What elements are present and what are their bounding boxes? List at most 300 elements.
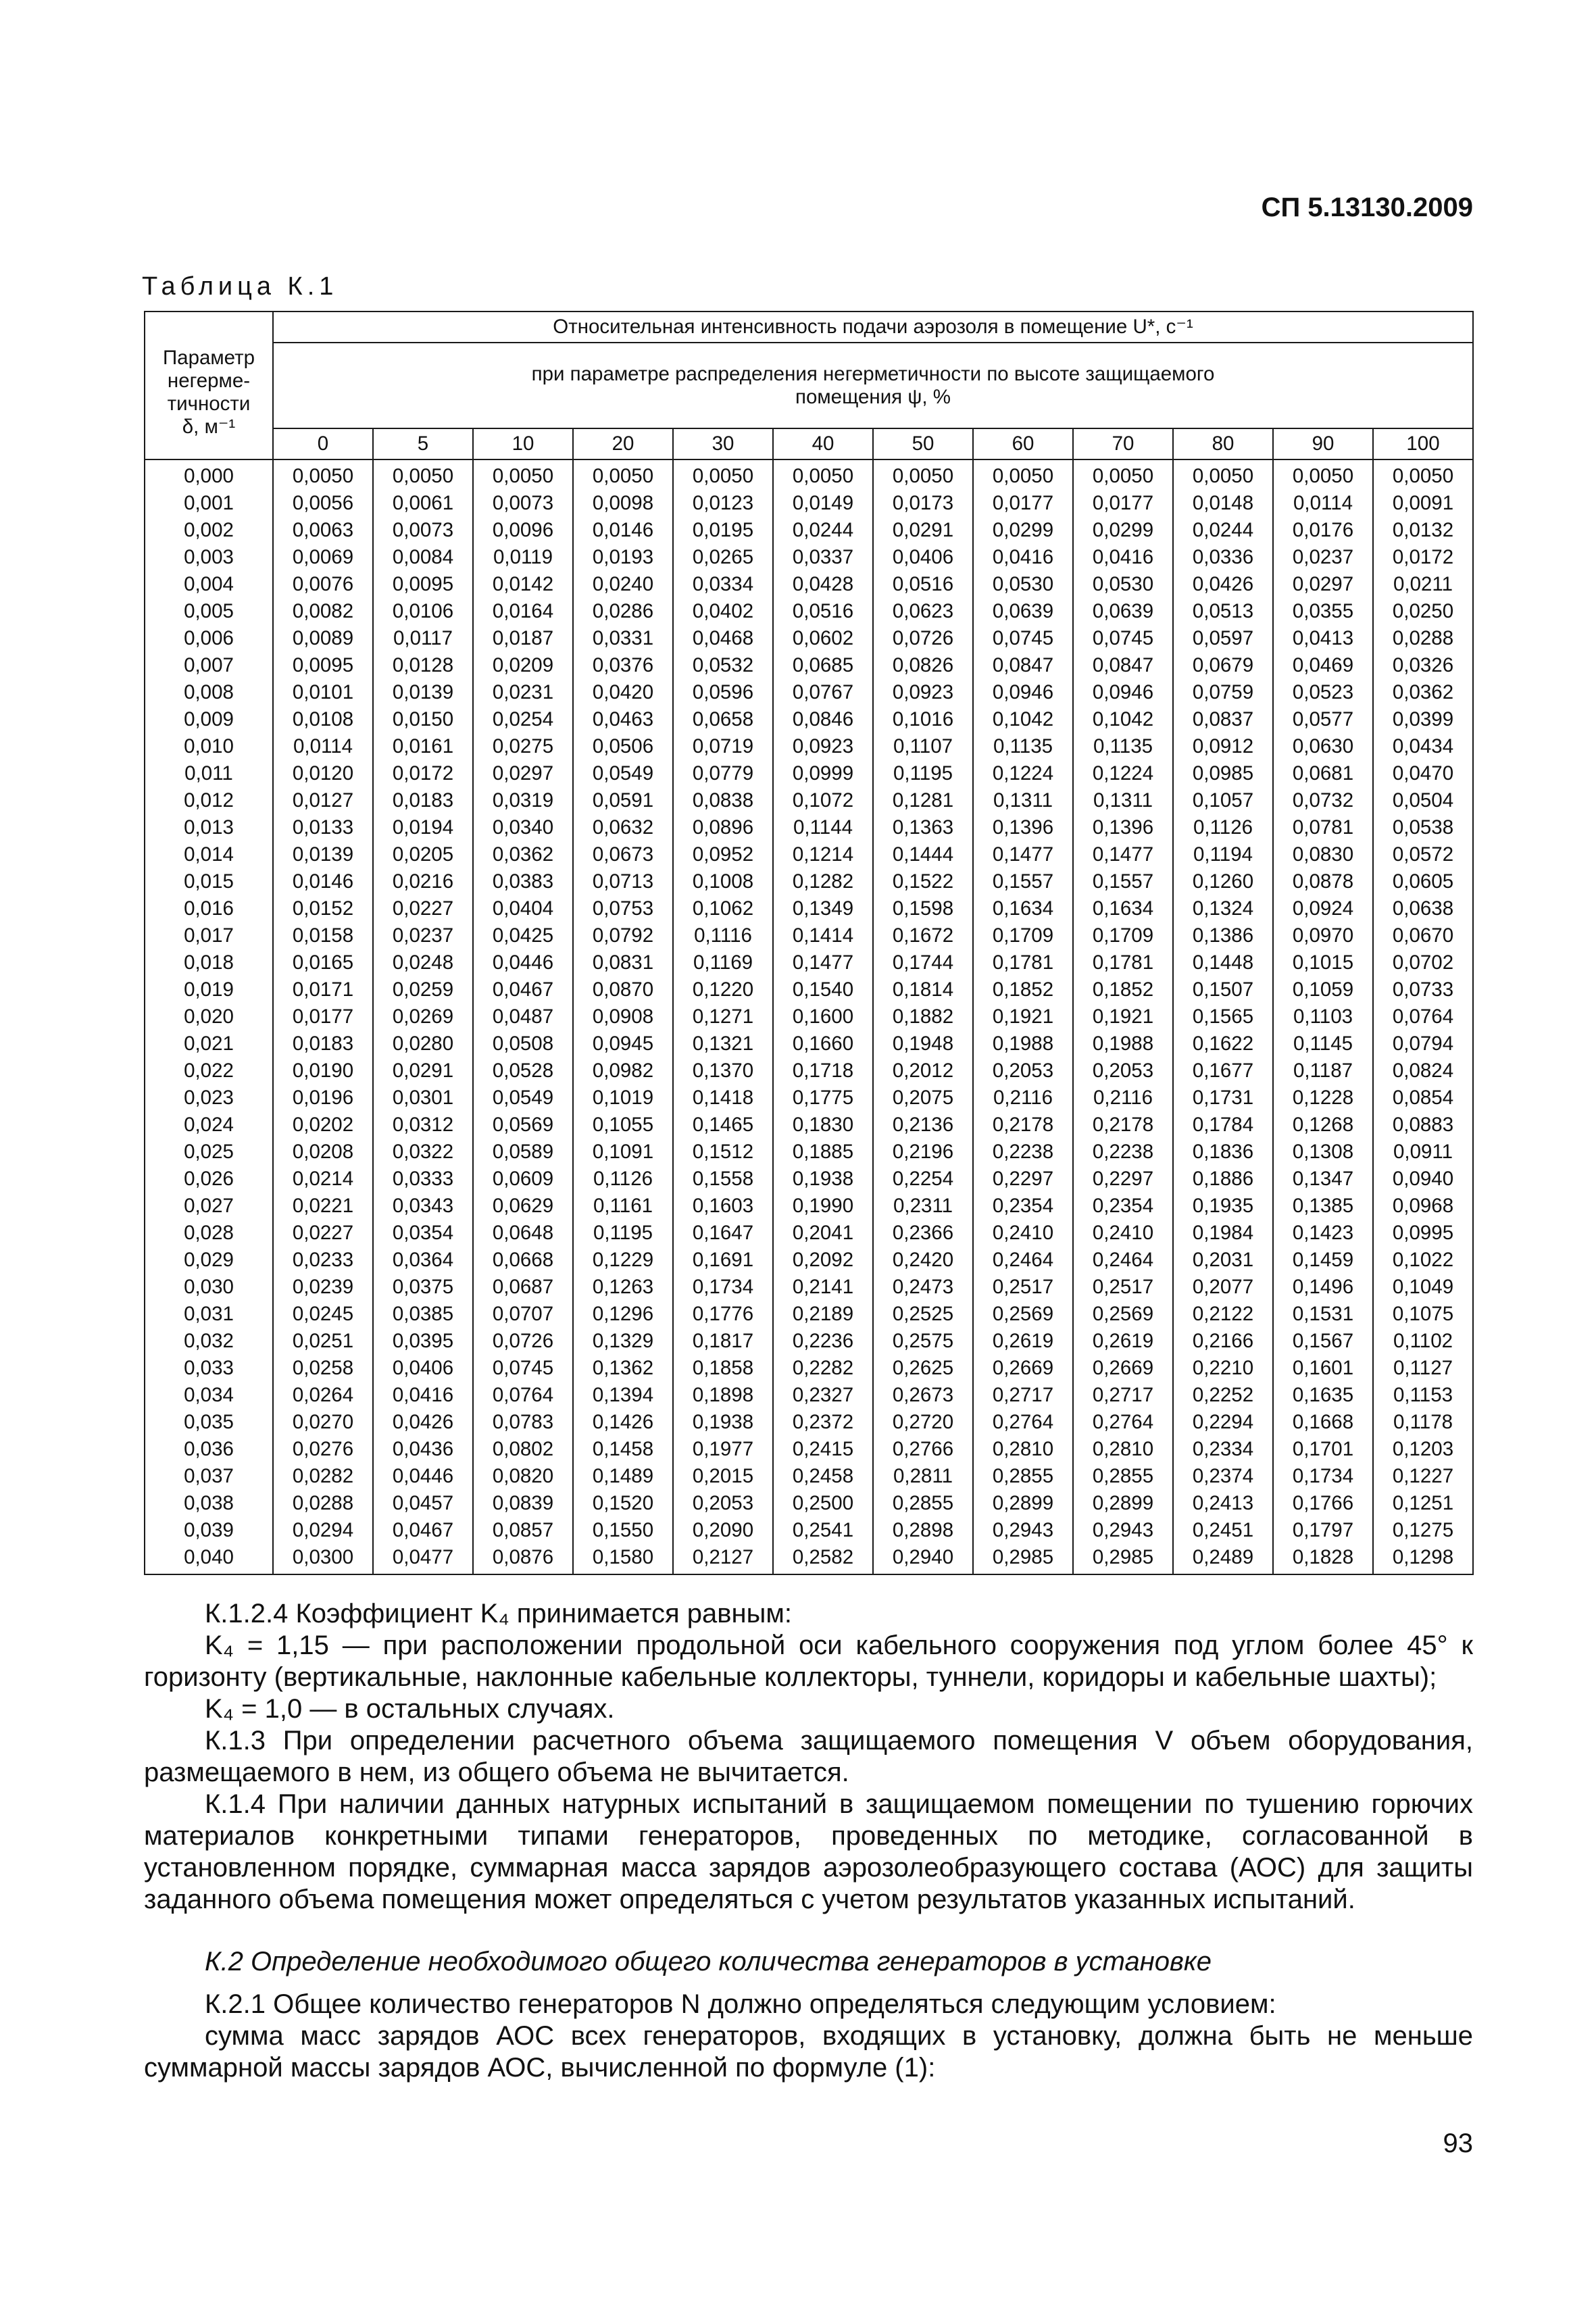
value-cell: 0,1984 <box>1173 1220 1273 1247</box>
value-cell: 0,0146 <box>573 517 673 544</box>
value-cell: 0,2410 <box>973 1220 1073 1247</box>
column-header: 10 <box>473 428 573 459</box>
value-cell: 0,1701 <box>1273 1436 1373 1463</box>
value-cell: 0,1885 <box>773 1139 873 1166</box>
value-cell: 0,2372 <box>773 1409 873 1436</box>
value-cell: 0,0436 <box>373 1436 473 1463</box>
value-cell: 0,1298 <box>1373 1544 1473 1574</box>
param-cell: 0,010 <box>145 733 273 760</box>
value-cell: 0,2717 <box>973 1382 1073 1409</box>
value-cell: 0,2899 <box>973 1490 1073 1517</box>
value-cell: 0,2136 <box>873 1112 973 1139</box>
value-cell: 0,2166 <box>1173 1328 1273 1355</box>
value-cell: 0,1781 <box>973 949 1073 976</box>
value-cell: 0,0114 <box>273 733 373 760</box>
value-cell: 0,0632 <box>573 814 673 841</box>
value-cell: 0,0187 <box>473 625 573 652</box>
value-cell: 0,0416 <box>373 1382 473 1409</box>
value-cell: 0,0681 <box>1273 760 1373 787</box>
value-cell: 0,0870 <box>573 976 673 1003</box>
value-cell: 0,1465 <box>673 1112 773 1139</box>
value-cell: 0,0248 <box>373 949 473 976</box>
value-cell: 0,0707 <box>473 1301 573 1328</box>
value-cell: 0,2254 <box>873 1166 973 1193</box>
value-cell: 0,1598 <box>873 895 973 922</box>
value-cell: 0,0530 <box>973 571 1073 598</box>
value-cell: 0,0334 <box>673 571 773 598</box>
value-cell: 0,0794 <box>1373 1030 1473 1057</box>
table-row <box>145 895 1473 922</box>
value-cell: 0,1224 <box>973 760 1073 787</box>
value-cell: 0,0428 <box>773 571 873 598</box>
value-cell: 0,0276 <box>273 1436 373 1463</box>
value-cell: 0,2810 <box>1073 1436 1173 1463</box>
value-cell: 0,1126 <box>1173 814 1273 841</box>
value-cell: 0,0172 <box>373 760 473 787</box>
value-cell: 0,0089 <box>273 625 373 652</box>
value-cell: 0,1830 <box>773 1112 873 1139</box>
value-cell: 0,1558 <box>673 1166 773 1193</box>
value-cell: 0,0854 <box>1373 1085 1473 1112</box>
value-cell: 0,1766 <box>1273 1490 1373 1517</box>
value-cell: 0,2451 <box>1173 1517 1273 1544</box>
table-row <box>145 459 1473 490</box>
value-cell: 0,0061 <box>373 490 473 517</box>
value-cell: 0,0165 <box>273 949 373 976</box>
value-cell: 0,1126 <box>573 1166 673 1193</box>
value-cell: 0,0050 <box>273 459 373 490</box>
table-caption: Таблица К.1 <box>142 272 339 301</box>
value-cell: 0,1049 <box>1373 1274 1473 1301</box>
param-cell: 0,034 <box>145 1382 273 1409</box>
value-cell: 0,0767 <box>773 679 873 706</box>
value-cell: 0,0275 <box>473 733 573 760</box>
table-row <box>145 1003 1473 1030</box>
value-cell: 0,1214 <box>773 841 873 868</box>
value-cell: 0,2717 <box>1073 1382 1173 1409</box>
value-cell: 0,0073 <box>473 490 573 517</box>
value-cell: 0,1414 <box>773 922 873 949</box>
table-row <box>145 625 1473 652</box>
value-cell: 0,1938 <box>773 1166 873 1193</box>
param-cell: 0,007 <box>145 652 273 679</box>
value-cell: 0,2092 <box>773 1247 873 1274</box>
value-cell: 0,0629 <box>473 1193 573 1220</box>
value-cell: 0,2415 <box>773 1436 873 1463</box>
value-cell: 0,1647 <box>673 1220 773 1247</box>
value-cell: 0,0940 <box>1373 1166 1473 1193</box>
value-cell: 0,0824 <box>1373 1057 1473 1085</box>
value-cell: 0,0589 <box>473 1139 573 1166</box>
value-cell: 0,0995 <box>1373 1220 1473 1247</box>
paragraph-condition: сумма масс зарядов АОС всех генераторов, входящих в установку, должна быть не меньше суммарной массы зарядов АОС, вычисленной по формуле (1): <box>144 2021 1473 2083</box>
value-cell: 0,0406 <box>873 544 973 571</box>
param-cell: 0,025 <box>145 1139 273 1166</box>
value-cell: 0,1797 <box>1273 1517 1373 1544</box>
table-row <box>145 679 1473 706</box>
value-cell: 0,0946 <box>973 679 1073 706</box>
value-cell: 0,0205 <box>373 841 473 868</box>
value-cell: 0,1448 <box>1173 949 1273 976</box>
value-cell: 0,0331 <box>573 625 673 652</box>
value-cell: 0,1668 <box>1273 1409 1373 1436</box>
value-cell: 0,1459 <box>1273 1247 1373 1274</box>
value-cell: 0,0183 <box>373 787 473 814</box>
value-cell: 0,1886 <box>1173 1166 1273 1193</box>
value-cell: 0,0056 <box>273 490 373 517</box>
table-row <box>145 1544 1473 1574</box>
value-cell: 0,0294 <box>273 1517 373 1544</box>
table-row <box>145 760 1473 787</box>
value-cell: 0,2940 <box>873 1544 973 1574</box>
intensity-table <box>144 311 1474 1575</box>
value-cell: 0,0425 <box>473 922 573 949</box>
value-cell: 0,2238 <box>973 1139 1073 1166</box>
value-cell: 0,0282 <box>273 1463 373 1490</box>
value-cell: 0,0946 <box>1073 679 1173 706</box>
column-header: 20 <box>573 428 673 459</box>
param-cell: 0,018 <box>145 949 273 976</box>
table-body <box>145 459 1473 1574</box>
value-cell: 0,2297 <box>973 1166 1073 1193</box>
value-cell: 0,0719 <box>673 733 773 760</box>
value-cell: 0,1567 <box>1273 1328 1373 1355</box>
value-cell: 0,2899 <box>1073 1490 1173 1517</box>
value-cell: 0,1882 <box>873 1003 973 1030</box>
value-cell: 0,1634 <box>973 895 1073 922</box>
column-header-row <box>145 428 1473 459</box>
value-cell: 0,1709 <box>1073 922 1173 949</box>
value-cell: 0,1145 <box>1273 1030 1373 1057</box>
value-cell: 0,1988 <box>973 1030 1073 1057</box>
value-cell: 0,0073 <box>373 517 473 544</box>
value-cell: 0,1116 <box>673 922 773 949</box>
value-cell: 0,2898 <box>873 1517 973 1544</box>
value-cell: 0,2031 <box>1173 1247 1273 1274</box>
value-cell: 0,0240 <box>573 571 673 598</box>
table-row <box>145 733 1473 760</box>
param-cell: 0,001 <box>145 490 273 517</box>
value-cell: 0,1275 <box>1373 1517 1473 1544</box>
value-cell: 0,0231 <box>473 679 573 706</box>
value-cell: 0,1203 <box>1373 1436 1473 1463</box>
value-cell: 0,1178 <box>1373 1409 1473 1436</box>
value-cell: 0,0245 <box>273 1301 373 1328</box>
value-cell: 0,1458 <box>573 1436 673 1463</box>
param-cell: 0,000 <box>145 459 273 490</box>
value-cell: 0,2053 <box>973 1057 1073 1085</box>
value-cell: 0,0286 <box>573 598 673 625</box>
value-cell: 0,1227 <box>1373 1463 1473 1490</box>
value-cell: 0,1731 <box>1173 1085 1273 1112</box>
value-cell: 0,1161 <box>573 1193 673 1220</box>
value-cell: 0,0343 <box>373 1193 473 1220</box>
value-cell: 0,0779 <box>673 760 773 787</box>
value-cell: 0,1062 <box>673 895 773 922</box>
table-row <box>145 1057 1473 1085</box>
value-cell: 0,1075 <box>1373 1301 1473 1328</box>
value-cell: 0,0211 <box>1373 571 1473 598</box>
value-cell: 0,0395 <box>373 1328 473 1355</box>
param-cell: 0,037 <box>145 1463 273 1490</box>
value-cell: 0,2943 <box>973 1517 1073 1544</box>
value-cell: 0,0299 <box>973 517 1073 544</box>
value-cell: 0,0050 <box>673 459 773 490</box>
value-cell: 0,0164 <box>473 598 573 625</box>
value-cell: 0,0970 <box>1273 922 1373 949</box>
value-cell: 0,0837 <box>1173 706 1273 733</box>
value-cell: 0,0340 <box>473 814 573 841</box>
value-cell: 0,1282 <box>773 868 873 895</box>
value-cell: 0,2053 <box>673 1490 773 1517</box>
value-cell: 0,1600 <box>773 1003 873 1030</box>
value-cell: 0,0177 <box>273 1003 373 1030</box>
value-cell: 0,1852 <box>973 976 1073 1003</box>
param-cell: 0,019 <box>145 976 273 1003</box>
value-cell: 0,0577 <box>1273 706 1373 733</box>
value-cell: 0,1520 <box>573 1490 673 1517</box>
value-cell: 0,1016 <box>873 706 973 733</box>
value-cell: 0,0288 <box>273 1490 373 1517</box>
value-cell: 0,1396 <box>973 814 1073 841</box>
value-cell: 0,0908 <box>573 1003 673 1030</box>
value-cell: 0,2236 <box>773 1328 873 1355</box>
value-cell: 0,1557 <box>1073 868 1173 895</box>
value-cell: 0,1660 <box>773 1030 873 1057</box>
param-cell: 0,035 <box>145 1409 273 1436</box>
value-cell: 0,1921 <box>1073 1003 1173 1030</box>
param-cell: 0,023 <box>145 1085 273 1112</box>
value-cell: 0,0831 <box>573 949 673 976</box>
value-cell: 0,1008 <box>673 868 773 895</box>
value-cell: 0,0764 <box>473 1382 573 1409</box>
table-row <box>145 976 1473 1003</box>
value-cell: 0,0265 <box>673 544 773 571</box>
value-cell: 0,2413 <box>1173 1490 1273 1517</box>
value-cell: 0,1817 <box>673 1328 773 1355</box>
value-cell: 0,2764 <box>1073 1409 1173 1436</box>
table-row <box>145 814 1473 841</box>
value-cell: 0,2517 <box>1073 1274 1173 1301</box>
param-cell: 0,036 <box>145 1436 273 1463</box>
value-cell: 0,2420 <box>873 1247 973 1274</box>
value-cell: 0,1386 <box>1173 922 1273 949</box>
value-cell: 0,2294 <box>1173 1409 1273 1436</box>
value-cell: 0,0670 <box>1373 922 1473 949</box>
value-cell: 0,1734 <box>673 1274 773 1301</box>
value-cell: 0,0457 <box>373 1490 473 1517</box>
value-cell: 0,1776 <box>673 1301 773 1328</box>
value-cell: 0,0050 <box>473 459 573 490</box>
value-cell: 0,0685 <box>773 652 873 679</box>
value-cell: 0,0802 <box>473 1436 573 1463</box>
value-cell: 0,0364 <box>373 1247 473 1274</box>
table-row <box>145 1490 1473 1517</box>
value-cell: 0,0924 <box>1273 895 1373 922</box>
value-cell: 0,0139 <box>373 679 473 706</box>
value-cell: 0,1938 <box>673 1409 773 1436</box>
value-cell: 0,0148 <box>1173 490 1273 517</box>
value-cell: 0,0446 <box>373 1463 473 1490</box>
value-cell: 0,0319 <box>473 787 573 814</box>
value-cell: 0,0258 <box>273 1355 373 1382</box>
value-cell: 0,0508 <box>473 1030 573 1057</box>
value-cell: 0,0597 <box>1173 625 1273 652</box>
table-row <box>145 922 1473 949</box>
value-cell: 0,0297 <box>1273 571 1373 598</box>
value-cell: 0,1814 <box>873 976 973 1003</box>
value-cell: 0,0406 <box>373 1355 473 1382</box>
value-cell: 0,0687 <box>473 1274 573 1301</box>
value-cell: 0,1580 <box>573 1544 673 1574</box>
value-cell: 0,0745 <box>973 625 1073 652</box>
value-cell: 0,0838 <box>673 787 773 814</box>
value-cell: 0,1898 <box>673 1382 773 1409</box>
table-row <box>145 1166 1473 1193</box>
value-cell: 0,0084 <box>373 544 473 571</box>
value-cell: 0,1228 <box>1273 1085 1373 1112</box>
value-cell: 0,1370 <box>673 1057 773 1085</box>
value-cell: 0,1127 <box>1373 1355 1473 1382</box>
value-cell: 0,0208 <box>273 1139 373 1166</box>
value-cell: 0,1921 <box>973 1003 1073 1030</box>
value-cell: 0,0516 <box>873 571 973 598</box>
paragraph-k4-115: K₄ = 1,15 — при расположении продольной оси кабельного сооружения под углом более 45° к горизонту (вертикальные, наклонные кабельные коллекторы, туннели, коридоры и кабельные шахты); <box>144 1631 1473 1692</box>
value-cell: 0,0183 <box>273 1030 373 1057</box>
param-cell: 0,020 <box>145 1003 273 1030</box>
value-cell: 0,1224 <box>1073 760 1173 787</box>
value-cell: 0,1091 <box>573 1139 673 1166</box>
value-cell: 0,1107 <box>873 733 973 760</box>
table-row <box>145 1382 1473 1409</box>
value-cell: 0,0847 <box>973 652 1073 679</box>
column-header: 50 <box>873 428 973 459</box>
value-cell: 0,1385 <box>1273 1193 1373 1220</box>
group-header: Относительная интенсивность подачи аэрозоля в помещение U*, с⁻¹ <box>273 312 1473 343</box>
value-cell: 0,1672 <box>873 922 973 949</box>
value-cell: 0,1195 <box>873 760 973 787</box>
value-cell: 0,1507 <box>1173 976 1273 1003</box>
value-cell: 0,0288 <box>1373 625 1473 652</box>
value-cell: 0,0251 <box>273 1328 373 1355</box>
value-cell: 0,1321 <box>673 1030 773 1057</box>
value-cell: 0,2625 <box>873 1355 973 1382</box>
value-cell: 0,2041 <box>773 1220 873 1247</box>
section-heading-k2: К.2 Определение необходимого общего количества генераторов в установке <box>205 1947 1212 1976</box>
value-cell: 0,0063 <box>273 517 373 544</box>
value-cell: 0,0142 <box>473 571 573 598</box>
value-cell: 0,0572 <box>1373 841 1473 868</box>
value-cell: 0,0259 <box>373 976 473 1003</box>
value-cell: 0,0216 <box>373 868 473 895</box>
value-cell: 0,0469 <box>1273 652 1373 679</box>
value-cell: 0,0177 <box>1073 490 1173 517</box>
value-cell: 0,0982 <box>573 1057 673 1085</box>
param-cell: 0,021 <box>145 1030 273 1057</box>
value-cell: 0,0227 <box>373 895 473 922</box>
value-cell: 0,2053 <box>1073 1057 1173 1085</box>
value-cell: 0,1718 <box>773 1057 873 1085</box>
value-cell: 0,1135 <box>1073 733 1173 760</box>
value-cell: 0,0952 <box>673 841 773 868</box>
value-cell: 0,2077 <box>1173 1274 1273 1301</box>
value-cell: 0,0404 <box>473 895 573 922</box>
value-cell: 0,1677 <box>1173 1057 1273 1085</box>
value-cell: 0,0123 <box>673 490 773 517</box>
param-cell: 0,038 <box>145 1490 273 1517</box>
value-cell: 0,0609 <box>473 1166 573 1193</box>
param-cell: 0,011 <box>145 760 273 787</box>
value-cell: 0,0911 <box>1373 1139 1473 1166</box>
value-cell: 0,1784 <box>1173 1112 1273 1139</box>
value-cell: 0,2075 <box>873 1085 973 1112</box>
value-cell: 0,1195 <box>573 1220 673 1247</box>
value-cell: 0,1296 <box>573 1301 673 1328</box>
value-cell: 0,2116 <box>973 1085 1073 1112</box>
value-cell: 0,0826 <box>873 652 973 679</box>
value-cell: 0,2127 <box>673 1544 773 1574</box>
value-cell: 0,0149 <box>773 490 873 517</box>
value-cell: 0,0301 <box>373 1085 473 1112</box>
table-row <box>145 1139 1473 1166</box>
param-cell: 0,028 <box>145 1220 273 1247</box>
value-cell: 0,0591 <box>573 787 673 814</box>
value-cell: 0,0783 <box>473 1409 573 1436</box>
param-cell: 0,040 <box>145 1544 273 1574</box>
value-cell: 0,1055 <box>573 1112 673 1139</box>
value-cell: 0,2015 <box>673 1463 773 1490</box>
value-cell: 0,2764 <box>973 1409 1073 1436</box>
value-cell: 0,0244 <box>773 517 873 544</box>
column-header: 100 <box>1373 428 1473 459</box>
value-cell: 0,1634 <box>1073 895 1173 922</box>
value-cell: 0,0050 <box>573 459 673 490</box>
value-cell: 0,0171 <box>273 976 373 1003</box>
value-cell: 0,1308 <box>1273 1139 1373 1166</box>
table-row <box>145 1328 1473 1355</box>
value-cell: 0,1781 <box>1073 949 1173 976</box>
value-cell: 0,1828 <box>1273 1544 1373 1574</box>
value-cell: 0,2311 <box>873 1193 973 1220</box>
value-cell: 0,1396 <box>1073 814 1173 841</box>
value-cell: 0,0237 <box>373 922 473 949</box>
value-cell: 0,0095 <box>273 652 373 679</box>
value-cell: 0,0753 <box>573 895 673 922</box>
value-cell: 0,0516 <box>773 598 873 625</box>
column-header: 60 <box>973 428 1073 459</box>
value-cell: 0,0668 <box>473 1247 573 1274</box>
value-cell: 0,0291 <box>373 1057 473 1085</box>
value-cell: 0,1169 <box>673 949 773 976</box>
value-cell: 0,2334 <box>1173 1436 1273 1463</box>
param-cell: 0,009 <box>145 706 273 733</box>
value-cell: 0,0528 <box>473 1057 573 1085</box>
value-cell: 0,0532 <box>673 652 773 679</box>
column-header: 40 <box>773 428 873 459</box>
value-cell: 0,0999 <box>773 760 873 787</box>
value-cell: 0,0726 <box>873 625 973 652</box>
value-cell: 0,0639 <box>973 598 1073 625</box>
value-cell: 0,1311 <box>1073 787 1173 814</box>
value-cell: 0,1394 <box>573 1382 673 1409</box>
value-cell: 0,0569 <box>473 1112 573 1139</box>
table-row <box>145 1112 1473 1139</box>
value-cell: 0,1565 <box>1173 1003 1273 1030</box>
value-cell: 0,0050 <box>1373 459 1473 490</box>
value-cell: 0,2297 <box>1073 1166 1173 1193</box>
value-cell: 0,0446 <box>473 949 573 976</box>
value-cell: 0,0233 <box>273 1247 373 1274</box>
